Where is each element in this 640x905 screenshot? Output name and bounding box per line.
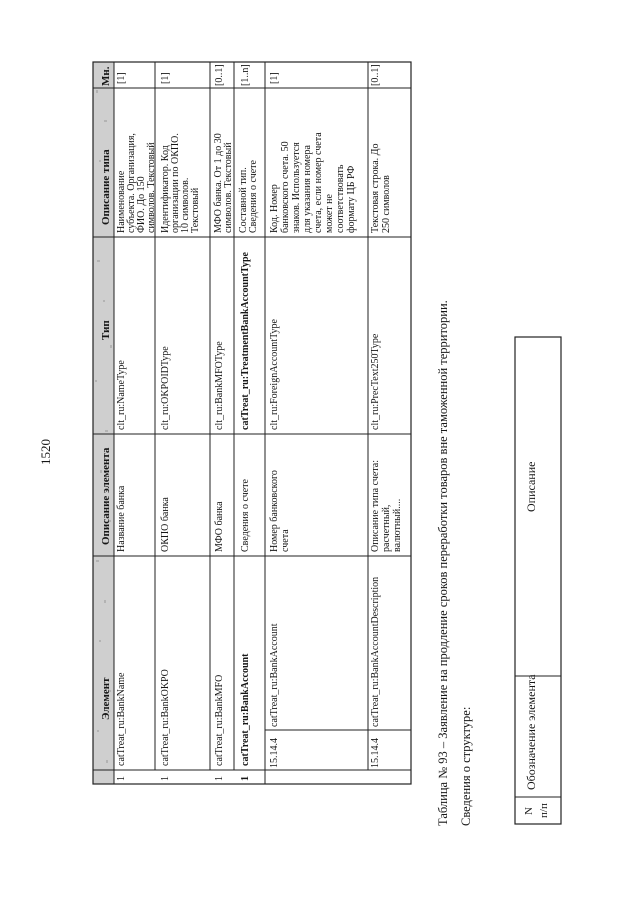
row-number: 1	[160, 776, 171, 781]
structure-header-num-sub: п/п	[538, 803, 550, 818]
header-element-description: Описание элемента	[100, 447, 112, 545]
row-element: catTreat_ru:BankAccountDescription	[370, 576, 381, 727]
header-type: Тип	[100, 320, 112, 340]
structure-header-num: N	[523, 807, 535, 815]
row-multiplicity: [1..n]	[240, 64, 251, 86]
row-multiplicity: [0..1]	[370, 64, 381, 86]
row-element-description: ОКПО банка	[160, 497, 171, 552]
row-multiplicity: [1]	[160, 72, 171, 84]
row-element-description: Название банка	[116, 485, 127, 552]
row-number: 1	[116, 776, 127, 781]
row-multiplicity: [1]	[116, 72, 127, 84]
row-element-description-line: Описание типа счета:	[370, 460, 381, 552]
row-type-description-line: Составной тип.	[238, 167, 249, 233]
row-type-description-line: Наименование	[116, 170, 127, 233]
row-type-description-line: банковского счета. 50	[280, 141, 291, 233]
row-element-description: Сведения о счете	[240, 479, 251, 552]
row-element: catTreat_ru:BankAccount	[240, 653, 251, 766]
row-type-description-line: Текстовая строка. До	[370, 143, 381, 233]
row-element-description-line: расчетный,	[381, 504, 392, 552]
row-type: clt_ru:PrecText250Type	[370, 333, 381, 430]
header-type-description: Описание типа	[100, 149, 112, 225]
row-number: 15.14.4	[370, 738, 381, 768]
row-element-description-line: валютный....	[392, 498, 403, 552]
row-type-description-line: Текстовый	[190, 187, 201, 233]
structure-header-description: Описание	[524, 461, 538, 512]
row-element-description: МФО банка	[214, 501, 225, 552]
row-type: clt_ru:ForeignAccountType	[269, 319, 280, 430]
row-type-description-line: соответствовать	[335, 164, 346, 233]
row-element: catTreat_ru:BankAccount	[269, 623, 280, 727]
row-type-description-line: Сведения о счете	[248, 160, 259, 233]
row-type: clt_ru:NameType	[116, 360, 127, 430]
structure-header-designation: Обозначение элемента	[524, 674, 538, 790]
row-type-description-line: для указания номера	[302, 145, 313, 233]
header-multiplicity: Мн.	[100, 66, 112, 86]
row-type-description-line: организации по ОКПО.	[170, 133, 181, 233]
row-type-description-line: Идентификатор. Код	[160, 145, 171, 233]
row-type: clt_ru:OKPOIDType	[160, 346, 171, 430]
row-element: catTreat_ru:BankName	[116, 672, 127, 766]
row-type-description-line: знаков. Используется	[291, 142, 302, 233]
row-element: catTreat_ru:BankMFO	[214, 674, 225, 766]
header-element: Элемент	[100, 677, 112, 720]
row-multiplicity: [0..1]	[214, 64, 225, 86]
row-type-description-line: 10 символов.	[180, 177, 191, 233]
table-caption: Таблица № 93 – Заявление на продление сроков переработки товаров вне таможенной территории.	[436, 300, 450, 826]
row-type-description-line: счета, если номер счета	[313, 132, 324, 233]
row-element-description-line: Номер банковского	[269, 470, 280, 552]
row-element: catTreat_ru:BankOKPO	[160, 669, 171, 766]
row-type: catTreat_ru:TreatmentBankAccountType	[240, 252, 251, 430]
structure-subcaption: Сведения о структуре:	[459, 706, 473, 826]
row-type: clt_ru:BankMFOType	[214, 341, 225, 430]
row-number: 1	[214, 776, 225, 781]
row-type-description-line: символов. Текстовый	[223, 142, 234, 233]
row-type-description-line: ФИО. До 150	[136, 176, 147, 233]
row-type-description-line: субъекта. Организация,	[126, 133, 137, 233]
row-type-description-line: МФО банка. От 1 до 30	[213, 133, 224, 233]
row-type-description-line: Код. Номер	[269, 184, 280, 233]
row-type-description-line: может не	[324, 194, 335, 233]
row-element-description-line: счета	[280, 529, 291, 552]
row-type-description-line: формату ЦБ РФ	[346, 165, 357, 233]
page-number: 1520	[38, 439, 53, 465]
row-number: 1	[240, 776, 251, 781]
row-type-description-line: символов. Текстовый	[146, 142, 157, 233]
row-multiplicity: [1]	[269, 72, 280, 84]
row-type-description-line: 250 символов	[381, 175, 392, 233]
row-number: 15.14.4	[269, 738, 280, 768]
